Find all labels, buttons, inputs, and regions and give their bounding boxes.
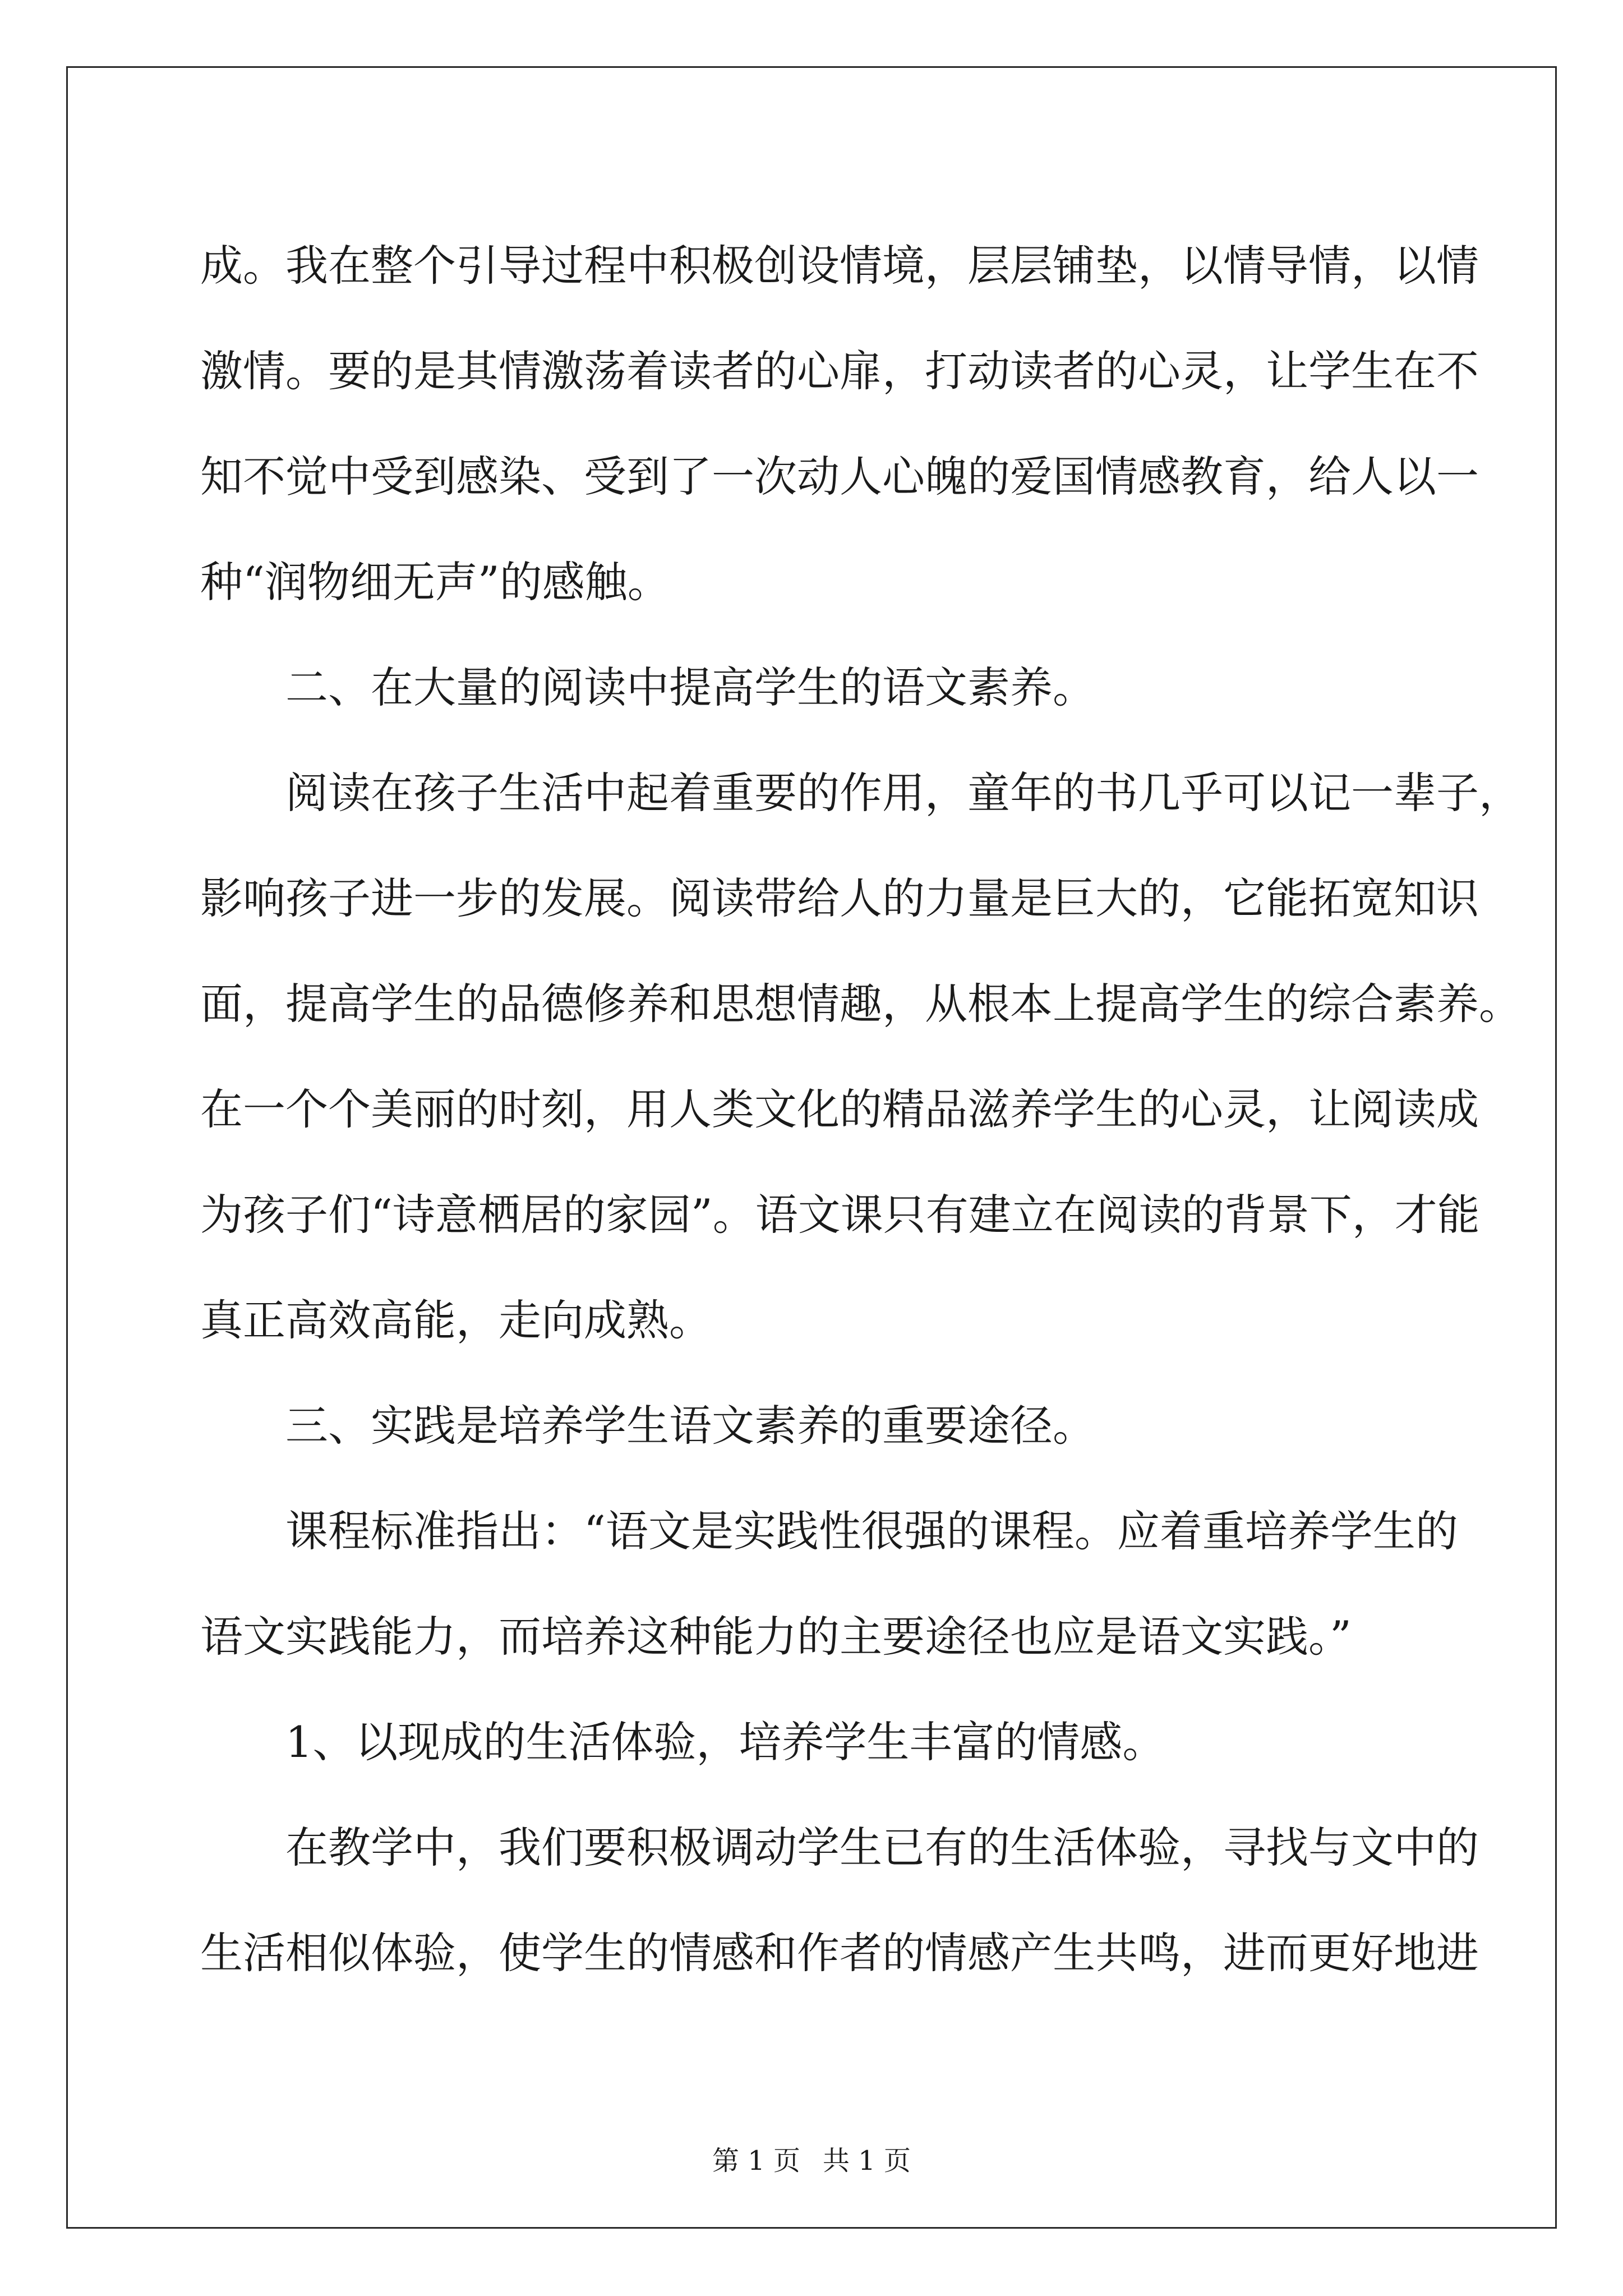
- section-heading: 二、在大量的阅读中提高学生的语文素养。: [285, 662, 1095, 712]
- text-line: 在一个个美丽的时刻，用人类文化的精品滋养学生的心灵，让阅读成: [200, 1084, 1479, 1134]
- page-footer: [0, 2144, 1623, 2178]
- document-body: [200, 213, 1521, 2006]
- page-number: 第 1 页: [712, 2145, 800, 2177]
- text-line: 激情。要的是其情激荡着读者的心扉，打动读者的心灵，让学生在不: [200, 346, 1479, 396]
- subsection-heading: 1、以现成的生活体验，培养学生丰富的情感。: [285, 1717, 1165, 1767]
- text-line: 成。我在整个引导过程中积极创设情境，层层铺垫，以情导情，以情: [200, 241, 1479, 291]
- text-line: 在教学中，我们要积极调动学生已有的生活体验，寻找与文中的: [285, 1823, 1479, 1872]
- section-heading: 三、实践是培养学生语文素养的重要途径。: [285, 1401, 1095, 1451]
- text-line: 种“润物细无声”的感触。: [200, 557, 670, 607]
- text-line: 真正高效高能，走向成熟。: [200, 1295, 712, 1345]
- page-total: 共 1 页: [823, 2145, 911, 2177]
- text-line: 为孩子们“诗意栖居的家园”。语文课只有建立在阅读的背景下，才能: [200, 1190, 1480, 1240]
- text-line: 面，提高学生的品德修养和思想情趣，从根本上提高学生的综合素养。: [200, 979, 1521, 1029]
- text-line: 阅读在孩子生活中起着重要的作用，童年的书几乎可以记一辈子，: [285, 768, 1521, 818]
- text-line: 语文实践能力，而培养这种能力的主要途径也应是语文实践。”: [200, 1612, 1352, 1662]
- text-line: 知不觉中受到感染、受到了一次动人心魄的爱国情感教育，给人以一: [200, 452, 1479, 501]
- text-line: 影响孩子进一步的发展。阅读带给人的力量是巨大的，它能拓宽知识: [200, 873, 1479, 923]
- text-line: 生活相似体验，使学生的情感和作者的情感产生共鸣，进而更好地进: [200, 1928, 1479, 1978]
- text-line: 课程标准指出：“语文是实践性很强的课程。应着重培养学生的: [285, 1506, 1458, 1556]
